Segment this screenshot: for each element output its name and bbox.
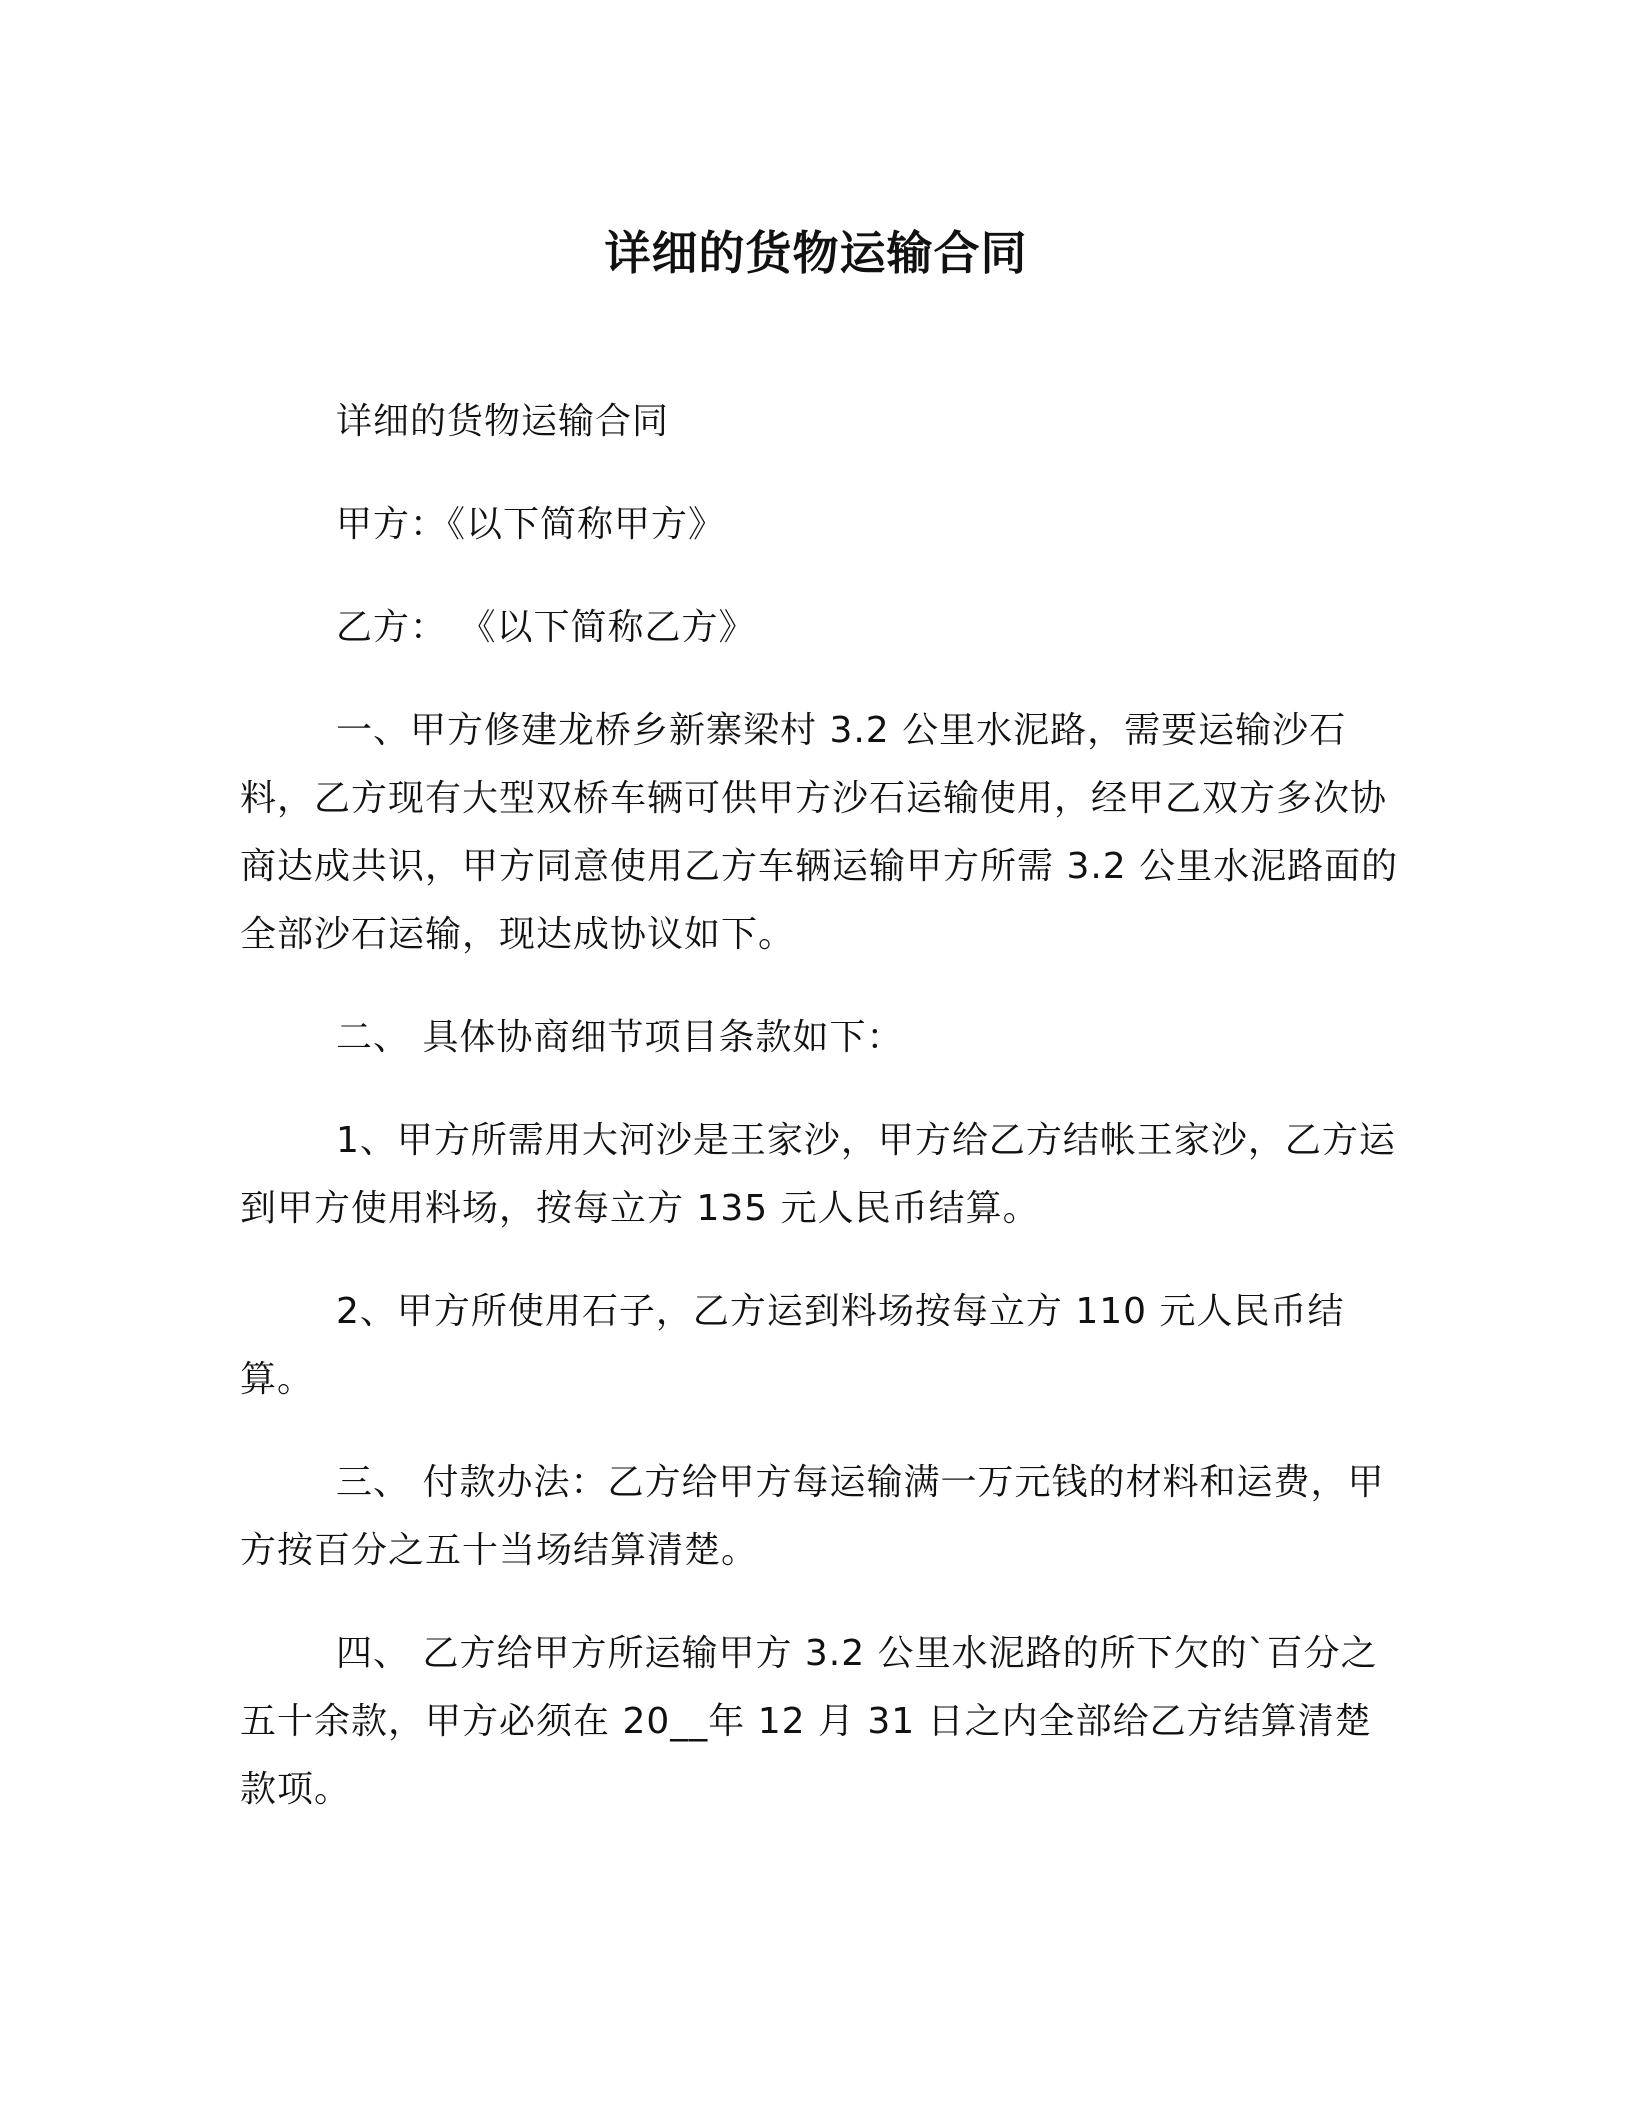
paragraph-clause-1: 一、甲方修建龙桥乡新寨梁村 3.2 公里水泥路，需要运输沙石料，乙方现有大型双桥车辆可供甲方沙石运输使用，经甲乙双方多次协商达成共识，甲方同意使用乙方车辆运输甲方所需 3.2 公里水泥路面的全部沙石运输，现达成协议如下。 — [240, 710, 1399, 955]
paragraph-item-1: 1、甲方所需用大河沙是王家沙，甲方给乙方结帐王家沙，乙方运到甲方使用料场，按每立方 135 元人民币结算。 — [240, 1120, 1396, 1229]
paragraph-clause-4: 四、 乙方给甲方所运输甲方 3.2 公里水泥路的所下欠的`百分之五十余款，甲方必须在 20__年 12 月 31 日之内全部给乙方结算清楚款项。 — [240, 1633, 1378, 1810]
paragraph-clause-2: 二、 具体协商细节项目条款如下： — [336, 1017, 904, 1058]
paragraph-party-b: 乙方： 《以下简称乙方》 — [336, 607, 756, 648]
document-title: 详细的货物运输合同 — [604, 226, 1028, 280]
paragraph-party-a: 甲方：《以下简称甲方》 — [336, 504, 726, 545]
paragraph-item-2: 2、甲方所使用石子，乙方运到料场按每立方 110 元人民币结算。 — [240, 1291, 1345, 1400]
paragraph-clause-3: 三、 付款办法：乙方给甲方每运输满一万元钱的材料和运费，甲方按百分之五十当场结算清楚。 — [240, 1462, 1385, 1571]
paragraph-subtitle: 详细的货物运输合同 — [336, 401, 670, 442]
document-body — [240, 388, 1400, 1859]
